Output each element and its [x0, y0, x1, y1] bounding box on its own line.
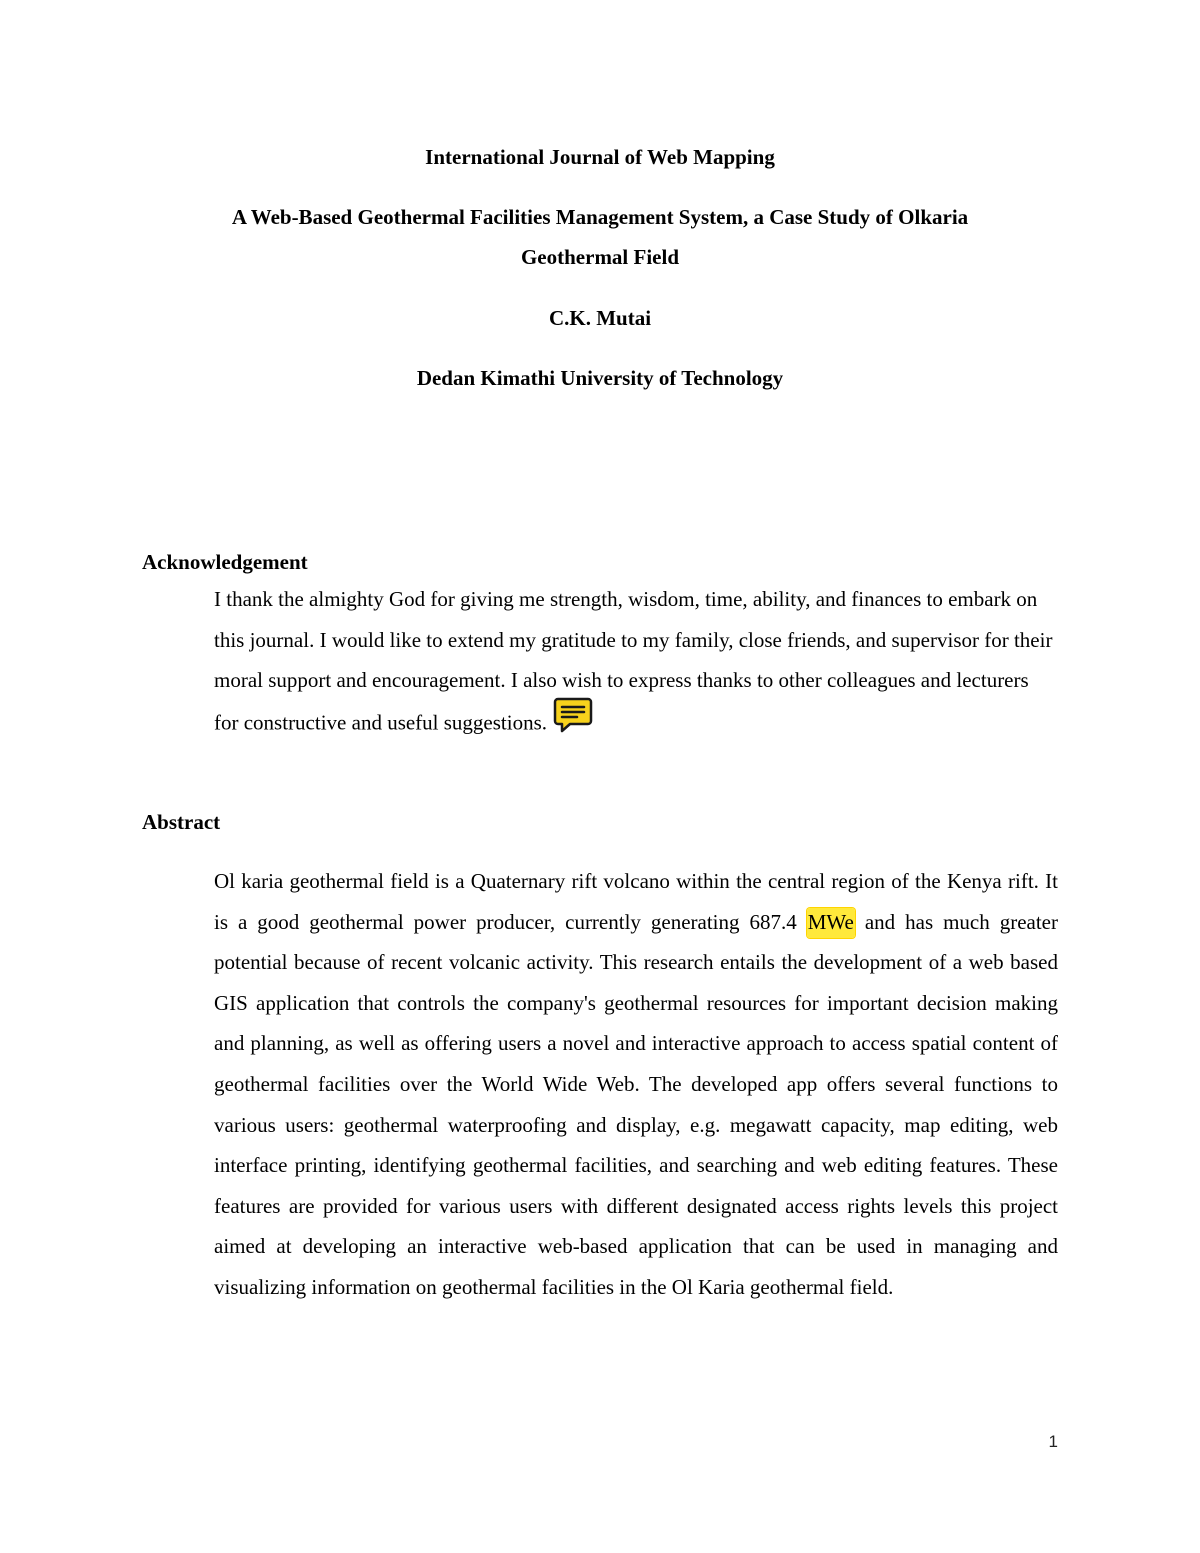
page-number: 1	[1048, 1432, 1058, 1451]
author-name: C.K. Mutai	[548, 306, 652, 330]
comment-icon[interactable]	[553, 695, 593, 749]
abstract-heading: Abstract	[142, 810, 221, 834]
institution-name: Dedan Kimathi University of Technology	[416, 366, 784, 390]
acknowledgement-heading: Acknowledgement	[142, 550, 308, 574]
abstract-text-before: Ol karia geothermal field is a Quaternary rift volcano within the central region of the Kenya rift. It is a good geothermal power producer, currently generating 687.4	[214, 869, 1058, 934]
abstract-paragraph	[142, 861, 1058, 1308]
paper-title-line-1: A Web-Based Geothermal Facilities Management System, a Case Study of Olkaria	[231, 205, 969, 229]
acknowledgement-paragraph	[142, 579, 1058, 748]
highlighted-text[interactable]: MWe	[807, 908, 855, 938]
paper-title-line-2: Geothermal Field	[520, 245, 680, 269]
journal-name: International Journal of Web Mapping	[425, 145, 775, 169]
acknowledgement-text: I thank the almighty God for giving me strength, wisdom, time, ability, and finances to embark on this journal. I would like to extend my gratitude to my family, close friends, and supervisor for their moral support and encouragement. I also wish to express thanks to other colleagues and lecturers for constructive and useful suggestions.	[214, 587, 1053, 735]
abstract-text-after: and has much greater potential because of recent volcanic activity. This research entails the development of a web based GIS application that controls the company's geothermal resources for important decision making and planning, as well as offering users a novel and interactive approach to access spatial content of geothermal facilities over the World Wide Web. The developed app offers several functions to various users: geothermal waterproofing and display, e.g. megawatt capacity, map editing, web interface printing, identifying geothermal facilities, and searching and web editing features. These features are provided for various users with different designated access rights levels this project aimed at developing an interactive web-based application that can be used in managing and visualizing information on geothermal facilities in the Ol Karia geothermal field.	[214, 909, 1058, 1299]
